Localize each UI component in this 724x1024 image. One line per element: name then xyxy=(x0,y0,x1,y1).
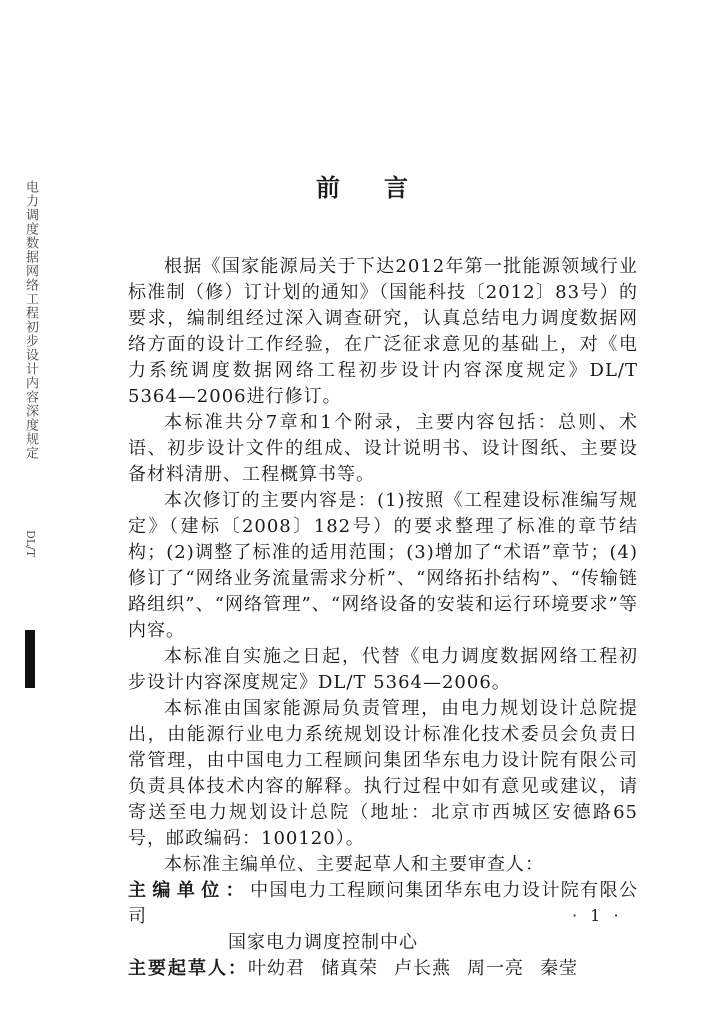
paragraph-4: 本标准自实施之日起，代替《电力调度数据网络工程初步设计内容深度规定》DL/T 5364—2006。 xyxy=(128,646,638,693)
chief-unit-2: 国家电力调度控制中心 xyxy=(228,932,418,953)
page-title: 前言 xyxy=(316,173,452,202)
side-standard-code: DL/T xyxy=(24,530,37,558)
drafter-name: 储真荣 xyxy=(321,958,378,979)
paragraph-6: 本标准主编单位、主要起草人和主要审查人： xyxy=(164,854,544,875)
side-black-bar xyxy=(25,630,35,688)
page-number: · 1 · xyxy=(572,906,623,925)
chief-units-row-cont xyxy=(128,930,638,956)
drafters-row xyxy=(128,956,638,982)
chief-units-row xyxy=(128,878,638,930)
paragraph-2: 本标准共分7章和1个附录，主要内容包括：总则、术语、初步设计文件的组成、设计说明书、设计图纸、主要设备材料清册、工程概算书等。 xyxy=(128,412,638,485)
paragraph-5: 本标准由国家能源局负责管理，由电力规划设计总院提出，由能源行业电力系统规划设计标准化技术委员会负责日常管理，由中国电力工程顾问集团华东电力设计院有限公司负责具体技术内容的解释。执行过程中如有意见或建议，请寄送至电力规划设计总院（地址：北京市西城区安德路65号，邮政编码：100120）。 xyxy=(128,698,638,849)
drafter-name: 卢长燕 xyxy=(394,958,451,979)
paragraph-1: 根据《国家能源局关于下达2012年第一批能源领域行业标准制（修）订计划的通知》（国能科技〔2012〕83号）的要求，编制组经过深入调查研究，认真总结电力调度数据网络方面的设计工作经验，在广泛征求意见的基础上，对《电力系统调度数据网络工程初步设计内容深度规定》DL/T 5364—2006进行修订。 xyxy=(128,256,638,407)
drafter-name: 秦莹 xyxy=(540,958,578,979)
drafters-label: 主要起草人： xyxy=(128,958,248,979)
chief-unit-1: 中国电力工程顾问集团华东电力设计院有限公司 xyxy=(128,880,639,927)
side-running-title: 电力调度数据网络工程初步设计内容深度规定 xyxy=(23,180,38,460)
paragraph-3: 本次修订的主要内容是：(1)按照《工程建设标准编写规定》（建标〔2008〕182号）的要求整理了标准的章节结构；(2)调整了标准的适用范围；(3)增加了“术语”章节；(4)修订了“网络业务流量需求分析”、“网络拓扑结构”、“传输链路组织”、“网络管理”、“网络设备的安装和运行环境要求”等内容。 xyxy=(128,490,638,641)
preface-body xyxy=(128,254,638,982)
drafter-name: 周一亮 xyxy=(467,958,524,979)
chief-units-label: 主编单位： xyxy=(128,880,251,901)
drafter-name: 叶幼君 xyxy=(248,958,305,979)
